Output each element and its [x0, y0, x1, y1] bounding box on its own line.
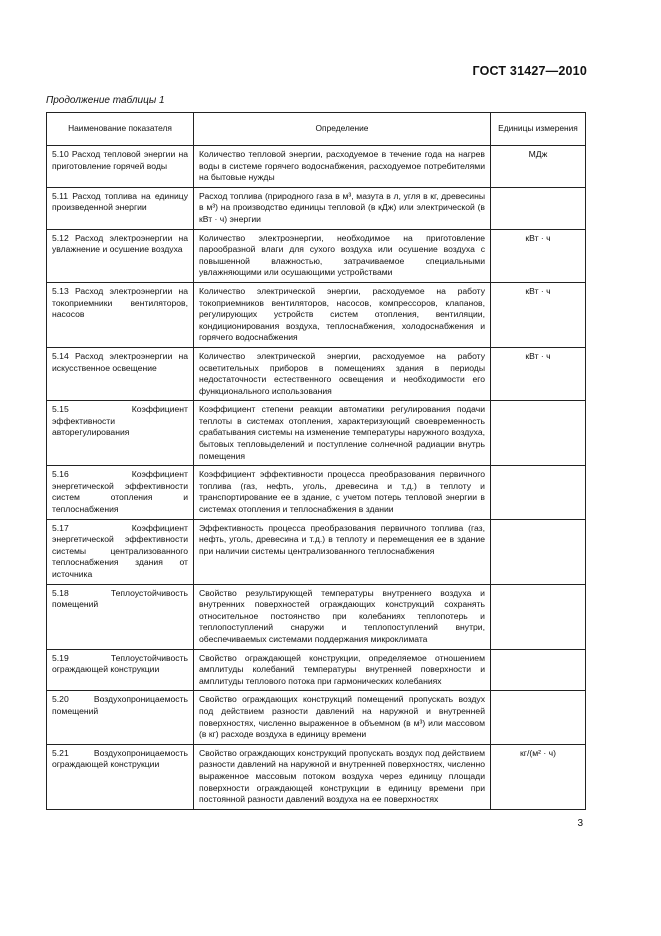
row-definition: Свойство результирующей температуры внутреннего воздуха и внутренних поверхностей ограждающих конструкций сохранять относительное постоянство при колебаниях теплопотерь и теплопоступлений снаружи и теплопоступлений внутри, обеспечиваемых системами поддержания микроклимата: [194, 584, 491, 649]
row-name: 5.18 Теплоустойчивость помещений: [47, 584, 194, 649]
row-name: 5.10 Расход тепловой энергии на приготовление горячей воды: [47, 146, 194, 188]
row-unit: [491, 649, 586, 691]
row-definition: Эффективность процесса преобразования первичного топлива (газ, нефть, уголь, древесина и т.д.) в теплоту и перемещения ее в здание при наличии системы централизованного теплоснабжения: [194, 519, 491, 584]
table-row: [47, 187, 586, 229]
table-row: [47, 229, 586, 282]
row-definition: Коэффициент эффективности процесса преобразования первичного топлива (газ, нефть, уголь, древесина и т.д.) в теплоту и транспортирование ее в здание, с учетом потерь тепловой энергии в системах отопления и теплоснабжения в здании: [194, 466, 491, 519]
column-header-name: Наименование показателя: [47, 113, 194, 146]
row-name: 5.15 Коэффициент эффективности авторегулирования: [47, 401, 194, 466]
document-header-code: ГОСТ 31427—2010: [472, 64, 587, 78]
row-unit: кВт · ч: [491, 347, 586, 400]
row-name: 5.14 Расход электроэнергии на искусственное освещение: [47, 347, 194, 400]
row-unit: кг/(м² · ч): [491, 744, 586, 809]
table-row: [47, 466, 586, 519]
column-header-unit: Единицы измерения: [491, 113, 586, 146]
row-name: 5.19 Теплоустойчивость ограждающей конструкции: [47, 649, 194, 691]
row-name: 5.17 Коэффициент энергетической эффективности системы централизованного теплоснабжения здания от источника: [47, 519, 194, 584]
row-unit: [491, 466, 586, 519]
table-row: [47, 401, 586, 466]
row-unit: МДж: [491, 146, 586, 188]
row-name: 5.12 Расход электроэнергии на увлажнение и осушение воздуха: [47, 229, 194, 282]
row-definition: Количество электрической энергии, расходуемое на работу токоприемников вентиляторов, насосов, компрессоров, клапанов, регулирующих устройств систем отопления, вентиляции, кондиционирования воздуха, теплоснабжения, холодоснабжения и горячего водоснабжения: [194, 282, 491, 347]
row-definition: Свойство ограждающих конструкций пропускать воздух под действием разности давлений на наружной и внутренней поверхностях, численно выраженное массовым потоком воздуха через единицу площади поверхности ограждающей конструкции в единицу времени при постоянной разности давлений воздуха на ее поверхностях: [194, 744, 491, 809]
row-unit: [491, 519, 586, 584]
table-row: [47, 519, 586, 584]
row-definition: Свойство ограждающих конструкций помещений пропускать воздух под действием разности давлений на наружной и внутренней поверхностях, численно выраженное в объемном (в м³) или массовом (в кг) расходе воздуха в единицу времени: [194, 691, 491, 744]
row-name: 5.20 Воздухопроницаемость помещений: [47, 691, 194, 744]
row-name: 5.21 Воздухопроницаемость ограждающей конструкции: [47, 744, 194, 809]
table-row: [47, 584, 586, 649]
table-caption: Продолжение таблицы 1: [46, 95, 165, 106]
table-row: [47, 146, 586, 188]
table-row: [47, 744, 586, 809]
row-definition: Количество тепловой энергии, расходуемое в течение года на нагрев воды в системе горячего водоснабжения, расходуемое потребителями на бытовые нужды: [194, 146, 491, 188]
row-definition: Количество электрической энергии, расходуемое на работу осветительных приборов в помещениях здания в периоды недостаточности естественного освещения и необходимости его функционального использования: [194, 347, 491, 400]
row-name: 5.16 Коэффициент энергетической эффективности систем отопления и теплоснабжения: [47, 466, 194, 519]
row-unit: [491, 401, 586, 466]
row-unit: кВт · ч: [491, 282, 586, 347]
row-definition: Расход топлива (природного газа в м³, мазута в л, угля в кг, древесины в м³) на производство единицы тепловой (в кДж) или электрической (в кВт · ч) энергии: [194, 187, 491, 229]
row-name: 5.13 Расход электроэнергии на токоприемники вентиляторов, насосов: [47, 282, 194, 347]
row-unit: [491, 187, 586, 229]
table-header-row: [47, 113, 586, 146]
row-unit: [491, 584, 586, 649]
table-row: [47, 691, 586, 744]
table-row: [47, 347, 586, 400]
row-definition: Количество электроэнергии, необходимое на приготовление парообразной влаги для сухого воздуха или осушение воздуха с повышенной влажностью, затрачиваемое специальными увлажняющими или осушающими устройствами: [194, 229, 491, 282]
table-row: [47, 282, 586, 347]
row-name: 5.11 Расход топлива на единицу произведенной энергии: [47, 187, 194, 229]
row-definition: Коэффициент степени реакции автоматики регулирования подачи теплоты в системах отопления, характеризующий своевременность срабатывания системы на изменение температуры наружного воздуха, бытовых тепловыделений и поступление солнечной радиации внутрь помещения: [194, 401, 491, 466]
row-unit: кВт · ч: [491, 229, 586, 282]
row-definition: Свойство ограждающей конструкции, определяемое отношением амплитуды колебаний температуры внутренней поверхности и амплитуды теплового потока при гармонических колебаниях: [194, 649, 491, 691]
table-row: [47, 649, 586, 691]
column-header-definition: Определение: [194, 113, 491, 146]
definitions-table: [46, 112, 586, 810]
row-unit: [491, 691, 586, 744]
page-number: 3: [577, 818, 583, 829]
